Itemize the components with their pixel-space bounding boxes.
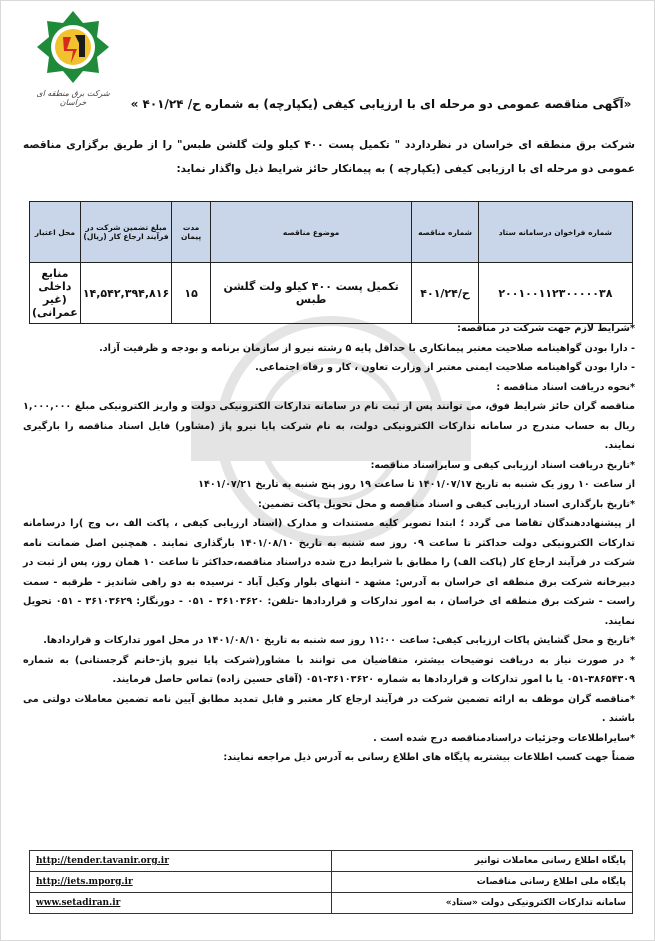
opening-date-paragraph: *تاریخ و محل گشایش پاکات ارزیابی کیفی: ساعت ۱۱:۰۰ روز سه شنبه به تاریخ ۱۴۰۱/۰۸/۱۰ در محل امور تدارکات و قراردادها. <box>43 635 635 646</box>
condition-item: - دارا بودن گواهینامه صلاحیت ایمنی معتبر از وزارت تعاون ، کار و رفاه اجتماعی. <box>255 362 635 373</box>
cell-tender-number: ح/۴۰۱/۲۴ <box>412 263 478 324</box>
conditions-heading: *شرایط لازم جهت شرکت در مناقصه: <box>457 323 635 334</box>
header-duration: مدت پیمان <box>172 202 211 263</box>
cell-guarantee: ۱۴,۵۴۲,۳۹۴,۸۱۶ <box>80 263 171 324</box>
header-guarantee: مبلغ تضمین شرکت در فرآیند ارجاع کار (ریال) <box>80 202 171 263</box>
websites-table <box>29 850 633 914</box>
logo-caption: شرکت برق منطقه ای خراسان <box>36 89 110 107</box>
condition-item: - دارا بودن گواهینامه صلاحیت معتبر پیمانکاری با حداقل پایه ۵ رشته نیرو از سازمان برنامه و بودجه و ظرفیت آزاد. <box>99 342 635 354</box>
header-tender-number: شماره مناقصه <box>412 202 478 263</box>
table-row <box>30 263 633 324</box>
website-link[interactable]: http://tender.tavanir.org.ir <box>30 851 332 872</box>
cell-duration: ۱۵ <box>172 263 211 324</box>
tender-table <box>29 201 633 324</box>
details-paragraph: *سایراطلاعات وجزئیات دراسنادمناقصه درج شده است . <box>373 732 635 744</box>
logo-emblem-icon <box>23 7 123 87</box>
cell-subject: تکمیل پست ۴۰۰ کیلو ولت گلشن طبس <box>210 263 411 324</box>
website-name: سامانه تدارکات الکترونیکی دولت «ستاد» <box>331 893 633 914</box>
upload-paragraph: از پیشنهاددهندگان تقاضا می گردد ؛ ابتدا تصویر کلیه مستندات و مدارک (اسناد ارزیابی کیفی ، پاکت الف ،ب وج )را درسامانه تدارکات الکترونیکی دولت حداکثر تا ساعت ۰۹ روز سه شنبه به تاریخ ۱۴۰۱/۰۸/۱۰ بارگذاری نمایند . همچنین اصل ضمانت نامه شرکت در فرآیند ارجاع کار (پاکت الف) را مطابق با شرایط درج شده دراسناد مناقصه،حداکثر تا ساعت ۱۰ همان روز، پس از ثبت در دبیرخانه شرکت برق منطقه ای خراسان به آدرس: مشهد - انتهای بلوار وکیل آباد - نرسیده به دو راهی شاندیز - طرقبه - سمت راست - شرکت برق منطقه ای خراسان ، به امور تدارکات و قراردادها -تلفن: ۳۶۱۰۳۶۲۰ - ۰۵۱ - دورنگار: ۳۶۱۰۳۶۲۹ - ۰۵۱ تحویل نمایند. <box>23 518 636 627</box>
table-row <box>30 893 633 914</box>
upload-heading: *تاریخ بارگذاری اسناد ارزیابی کیفی و اسناد مناقصه و محل تحویل پاکت تضمین: <box>258 498 635 510</box>
table-row <box>30 872 633 893</box>
header-setad-number: شماره فراخوان درسامانه ستاد <box>478 202 632 263</box>
receive-date-heading: *تاریخ دریافت اسناد ارزیابی کیفی و سایراسناد مناقصه: <box>370 459 635 471</box>
documents-paragraph: مناقصه گران حائز شرایط فوق، می توانند پس از ثبت نام در سامانه تدارکات الکترونیکی دولت و واریز الکترونیکی مبلغ ۱,۰۰۰,۰۰۰ ریال به حساب مندرج در سامانه تدارکات الکترونیکی دولت، به نام شرکت پایا نیرو پاژ (مشاور) فایل اسناد مناقصه را بارگیری نمایند. <box>23 401 635 451</box>
cell-setad-number: ۲۰۰۱۰۰۱۱۲۳۰۰۰۰۰۳۸ <box>478 263 632 324</box>
cell-credit-source: منابع داخلی (غیر عمرانی) <box>30 263 81 324</box>
table-row <box>30 851 633 872</box>
header-credit-source: محل اعتبار <box>30 202 81 263</box>
website-link[interactable]: www.setadiran.ir <box>30 893 332 914</box>
notice-title: «آگهی مناقصه عمومی دو مرحله ای با ارزیابی کیفی (یکپارچه) به شماره ح/ ۴۰۱/۲۴ » <box>130 97 632 111</box>
receive-date-paragraph: از ساعت ۱۰ روز یک شنبه به تاریخ ۱۴۰۱/۰۷/۱۷ تا ساعت ۱۹ روز پنج شنبه به تاریخ ۱۴۰۱/۰۷/۲۱ <box>198 479 635 490</box>
website-name: پایگاه اطلاع رسانی معاملات توانیر <box>331 851 633 872</box>
tender-table-header-row <box>30 202 633 263</box>
contact-paragraph: * در صورت نیاز به دریافت توضیحات بیشتر، متقاضیان می توانند با مشاور(شرکت پایا نیرو پاژ-خانم گرجستانی) به شماره ۳۸۶۵۴۳۰۹-۰۵۱ یا با امور تدارکات و قراردادها به شماره ۳۶۱۰۳۶۲۰-۰۵۱ (آقای حسین زاده) تماس حاصل فرمایند. <box>23 654 635 685</box>
intro-paragraph: شرکت برق منطقه ای خراسان در نظرداردد " تکمیل پست ۴۰۰ کیلو ولت گلشن طبس" را از طریق برگزاری مناقصه عمومی دو مرحله ای با ارزیابی کیفی (یکپارچه ) به پیمانکار حائز شرایط ذیل واگذار نماید: <box>23 139 635 175</box>
more-info-paragraph: ضمناً جهت کسب اطلاعات بیشتربه پایگاه های اطلاع رسانی به آدرس ذیل مراجعه نمایند: <box>223 752 635 763</box>
notice-body <box>23 319 635 768</box>
header-subject: موضوع مناقصه <box>210 202 411 263</box>
website-name: پایگاه ملی اطلاع رسانی مناقصات <box>331 872 633 893</box>
guarantee-paragraph: *مناقصه گران موظف به ارائه تضمین شرکت در فرآیند ارجاع کار معتبر و قابل تمدید مطابق آیین نامه تضمین معاملات دولتی می باشند . <box>23 693 635 724</box>
website-link[interactable]: http://iets.mporg.ir <box>30 872 332 893</box>
company-logo <box>23 7 123 111</box>
documents-heading: *نحوه دریافت اسناد مناقصه : <box>496 381 635 393</box>
